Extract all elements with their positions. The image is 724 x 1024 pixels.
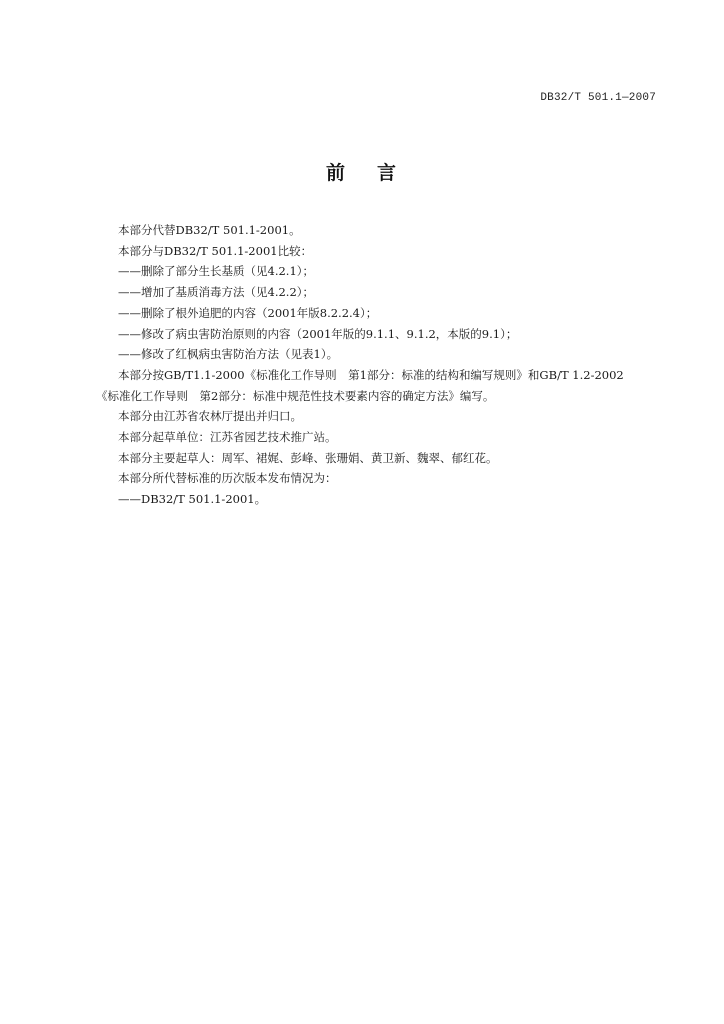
paragraph-comparison-intro: 本部分与DB32/T 501.1-2001比较：	[118, 243, 313, 258]
change-item-1: ——删除了部分生长基质（见4.2.1）；	[118, 264, 315, 279]
previous-edition-item: ——DB32/T 501.1-2001。	[118, 492, 267, 507]
change-item-3: ——删除了根外追肥的内容（2001年版8.2.2.4）；	[118, 305, 378, 320]
change-item-4: ——修改了病虫害防治原则的内容（2001年版的9.1.1、9.1.2，本版的9.1）；	[118, 326, 518, 341]
paragraph-drafting-unit: 本部分起草单位：江苏省园艺技术推广站。	[118, 430, 337, 445]
title-char-1: 前	[325, 162, 347, 184]
change-item-5: ——修改了红枫病虫害防治方法（见表1）。	[118, 347, 339, 362]
page-title	[0, 158, 724, 185]
document-number: DB32/T 501.1—2007	[540, 92, 656, 104]
foreword-body	[98, 220, 678, 510]
paragraph-replaces: 本部分代替DB32/T 501.1-2001。	[118, 223, 301, 237]
title-char-2: 言	[377, 162, 399, 184]
paragraph-drafting-rules: 本部分按GB/T1.1-2000《标准化工作导则 第1部分：标准的结构和编写规则》和GB/T 1.2-2002	[118, 367, 624, 382]
change-item-2: ——增加了基质消毒方法（见4.2.2）；	[118, 285, 315, 300]
paragraph-drafters: 本部分主要起草人：周军、裙娓、彭峰、张珊娟、黄卫新、魏翠、郁红花。	[118, 450, 498, 465]
paragraph-proposer: 本部分由江苏省农林厅提出并归口。	[118, 409, 302, 424]
paragraph-drafting-rules-continued: 《标准化工作导则 第2部分：标准中规范性技术要素内容的确定方法》编写。	[96, 388, 495, 403]
paragraph-previous-editions: 本部分所代替标准的历次版本发布情况为：	[118, 471, 337, 486]
